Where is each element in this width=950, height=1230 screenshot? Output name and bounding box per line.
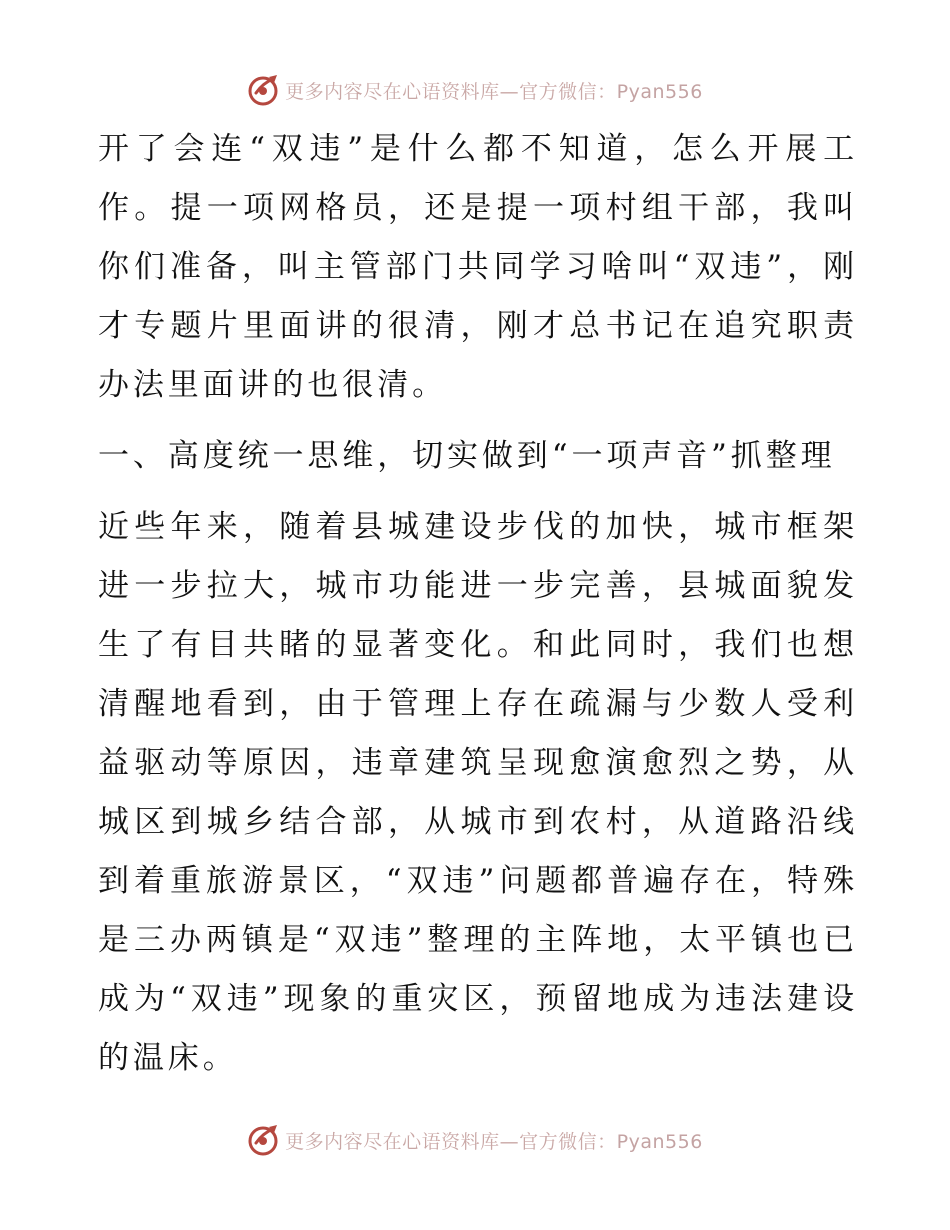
- watermark-handle: Pyan556: [616, 1130, 703, 1153]
- watermark-prefix: 更多内容尽在心语资料库—官方微信：: [285, 80, 617, 103]
- logo-pen-icon: [247, 1123, 281, 1157]
- section-heading: 一、高度统一思维，切实做到“一项声音”抓整理: [98, 438, 836, 474]
- header-watermark: [0, 70, 950, 110]
- watermark-text: [285, 1127, 703, 1154]
- logo-pen-icon: [247, 73, 281, 107]
- footer-watermark: [0, 1120, 950, 1160]
- watermark-handle: Pyan556: [616, 80, 703, 103]
- watermark-prefix: 更多内容尽在心语资料库—官方微信：: [285, 1130, 617, 1153]
- document-body: [98, 120, 858, 1088]
- watermark-text: [285, 77, 703, 104]
- body-paragraph: 近些年来，随着县城建设步伐的加快，城市框架进一步拉大，城市功能进一步完善，县城面貌发生了有目共睹的显著变化。和此同时，我们也想清醒地看到，由于管理上存在疏漏与少数人受利益驱动等原因，违章建筑呈现愈演愈烈之势，从城区到城乡结合部，从城市到农村，从道路沿线到着重旅游景区，“双违”问题都普遍存在，特殊是三办两镇是“双违”整理的主阵地，太平镇也已成为“双违”现象的重灾区，预留地成为违法建设的温床。: [98, 509, 858, 1076]
- body-paragraph: 开了会连“双违”是什么都不知道，怎么开展工作。提一项网格员，还是提一项村组干部，我叫你们准备，叫主管部门共同学习啥叫“双违”，刚才专题片里面讲的很清，刚才总书记在追究职责办法里面讲的也很清。: [98, 131, 858, 403]
